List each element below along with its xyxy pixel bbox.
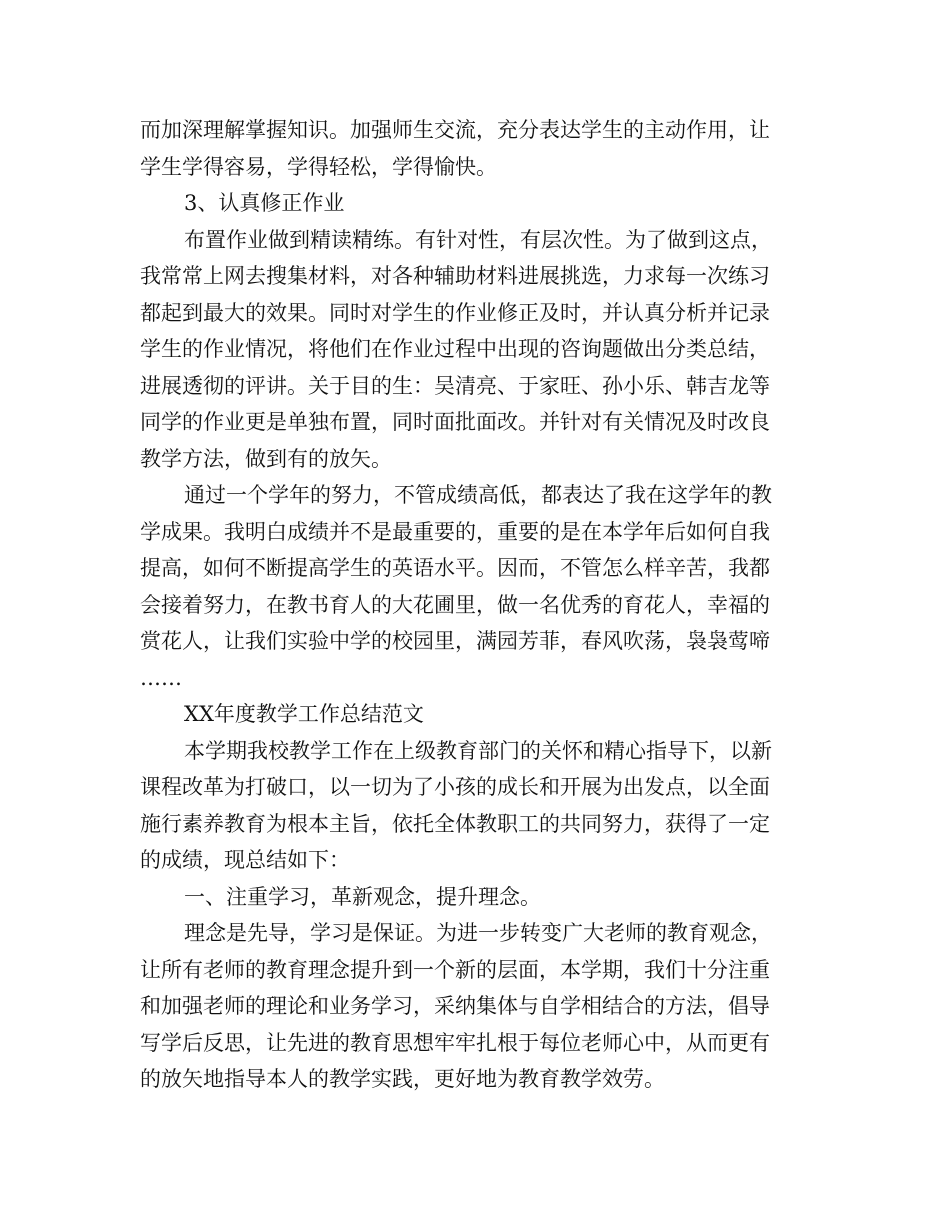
text-line: 都起到最大的效果。同时对学生的作业修正及时，并认真分析并记录 xyxy=(140,300,770,325)
text-line: …… xyxy=(140,665,182,690)
text-line: 教学方法，做到有的放矢。 xyxy=(140,446,392,471)
text-line: 让所有老师的教育理念提升到一个新的层面，本学期，我们十分注重 xyxy=(140,957,770,982)
text-line: 理念是先导，学习是保证。为进一步转变广大老师的教育观念， xyxy=(184,921,772,945)
text-line: 和加强老师的理论和业务学习，采纳集体与自学相结合的方法，倡导 xyxy=(140,994,770,1018)
text-line: 进展透彻的评讲。关于目的生：吴清亮、于家旺、孙小乐、韩吉龙等 xyxy=(140,373,770,398)
text-line: 施行素养教育为根本主旨，依托全体教职工的共同努力，获得了一定 xyxy=(140,811,770,836)
text-line: 通过一个学年的努力，不管成绩高低，都表达了我在这学年的教 xyxy=(184,483,772,507)
text-line: 同学的作业更是单独布置，同时面批面改。并针对有关情况及时改良 xyxy=(140,410,770,434)
text-line: 提高，如何不断提高学生的英语水平。因而，不管怎么样辛苦，我都 xyxy=(140,556,770,580)
text-line: 而加深理解掌握知识。加强师生交流，充分表达学生的主动作用，让 xyxy=(140,118,770,142)
text-line: 学生的作业情况，将他们在作业过程中出现的咨询题做出分类总结， xyxy=(140,337,770,361)
document-body xyxy=(140,112,820,1098)
text-line: 我常常上网去搜集材料，对各种辅助材料进展挑选，力求每一次练习 xyxy=(140,264,770,288)
text-line: 布置作业做到精读精练。有针对性，有层次性。为了做到这点， xyxy=(184,227,772,252)
text-line: 一、注重学习，革新观念，提升理念。 xyxy=(184,884,541,909)
text-line: 课程改革为打破口，以一切为了小孩的成长和开展为出发点，以全面 xyxy=(140,775,770,799)
text-line: 学成果。我明白成绩并不是最重要的，重要的是在本学年后如何自我 xyxy=(140,519,770,544)
text-line: 赏花人，让我们实验中学的校园里，满园芳菲，春风吹荡，袅袅莺啼 xyxy=(140,629,770,653)
text-line: 的放矢地指导本人的教学实践，更好地为教育教学效劳。 xyxy=(140,1067,665,1091)
text-line: 写学后反思，让先进的教育思想牢牢扎根于每位老师心中，从而更有 xyxy=(140,1030,770,1055)
text-line: XX年度教学工作总结范文 xyxy=(184,702,424,726)
text-line: 会接着努力，在教书育人的大花圃里，做一名优秀的育花人，幸福的 xyxy=(140,592,770,617)
text-line: 本学期我校教学工作在上级教育部门的关怀和精心指导下，以新 xyxy=(184,738,772,763)
text-line: 的成绩，现总结如下： xyxy=(140,848,350,872)
text-line: 学生学得容易，学得轻松，学得愉快。 xyxy=(140,154,497,179)
text-line: 3、认真修正作业 xyxy=(184,191,345,215)
